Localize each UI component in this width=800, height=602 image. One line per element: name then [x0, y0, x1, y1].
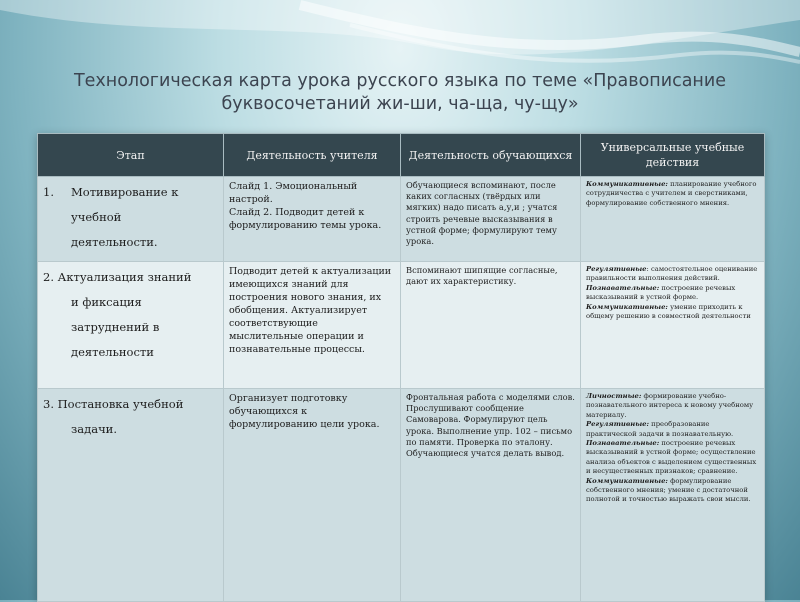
uud-text: формирование учебно-познавательного интереса к новому учебному материалу. [586, 392, 754, 419]
uud-label: Личностные: [586, 392, 642, 400]
uud-label: Регулятивные: [586, 420, 650, 429]
uud-label: Коммуникативные: [586, 476, 668, 485]
student-activity-cell: Фронтальная работа с моделями слов. Прослушивают сообщение Самоварова. Формулируют цель урока. Выполнение упр. 102 – письмо по памяти. Проверка по эталону. Обучающиеся учатся делать вывод. [401, 389, 581, 602]
student-activity-cell: Обучающиеся вспоминают, после каких согласных (твёрдых или мягких) надо писать а,у,и ; учатся строить речевые высказывания в устной форме; формулируют тему урока. [401, 177, 581, 262]
uud-text: формулирование собственного мнения; умение с достаточной полнотой и точностью выражать свои мысли. [586, 476, 751, 504]
header-student-activity: Деятельность обучающихся [401, 134, 581, 177]
uud-label: Коммуникативные: [586, 302, 668, 311]
uud-label: Регулятивные [586, 265, 647, 273]
uud-text: умение приходить к общему решению в совместной деятельности [586, 302, 751, 321]
uud-text: построение речевых высказываний в устной форме; осуществление анализа объектов с выделением существенных и несущественных признаков; сравнение. [586, 439, 757, 476]
stage-first-line: 2. Актуализация знаний [43, 270, 192, 284]
uud-text: : самостоятельное оценивание правильности выполнения действий. [586, 265, 758, 283]
stage-cell [38, 177, 224, 262]
stage-cell [38, 389, 224, 602]
header-row [38, 134, 765, 177]
table-row [38, 262, 765, 389]
uud-label: Коммуникативные: [586, 180, 668, 188]
stage-number: 1. [43, 185, 54, 199]
stage-line: деятельности [71, 345, 154, 359]
stage-first-line: Мотивирование к [71, 185, 179, 199]
teacher-line: Подводит детей к актуализации имеющихся знаний для построения нового знания, их обобщения. Актуализирует соответствующие мыслительные операции и познавательные процессы. [229, 266, 392, 355]
stage-line: деятельности. [71, 235, 158, 249]
stage-cell [38, 262, 224, 389]
stage-line: учебной [71, 210, 122, 224]
slide-title: Технологическая карта урока русского языка по теме «Правописание буквосочетаний жи-ши, ча-ща, чу-щу» [73, 71, 727, 114]
teacher-activity-cell [224, 262, 401, 389]
stage-line: затруднений в [71, 320, 160, 334]
table-row [38, 177, 765, 262]
technological-map-table [37, 133, 765, 602]
uud-text: построение речевых высказываний в устной форме. [586, 283, 736, 302]
uud-cell [581, 262, 765, 389]
uud-text: планирование учебного сотрудничества с учителем и сверстниками, формулирование собственного мнения. [586, 180, 757, 207]
teacher-line: Слайд 1. Эмоциональный настрой. [229, 181, 358, 205]
table-row [38, 389, 765, 602]
stage-line: задачи. [71, 422, 117, 436]
header-uud: Универсальные учебные действия [581, 134, 765, 177]
teacher-activity-cell [224, 177, 401, 262]
uud-label: Познавательные: [586, 439, 660, 448]
teacher-line: Организует подготовку обучающихся к формулированию цели урока. [229, 393, 380, 430]
uud-text: преобразование практической задачи в познавательную. [586, 420, 734, 438]
uud-cell [581, 389, 765, 602]
uud-label: Познавательные: [586, 283, 660, 292]
stage-line: и фиксация [71, 295, 142, 309]
teacher-line: Слайд 2. Подводит детей к формулированию темы урока. [229, 207, 382, 231]
stage-first-line: 3. Постановка учебной [43, 397, 184, 411]
header-stage: Этап [38, 134, 224, 177]
header-teacher-activity: Деятельность учителя [224, 134, 401, 177]
uud-cell [581, 177, 765, 262]
teacher-activity-cell [224, 389, 401, 602]
student-activity-cell: Вспоминают шипящие согласные, дают их характеристику. [401, 262, 581, 389]
